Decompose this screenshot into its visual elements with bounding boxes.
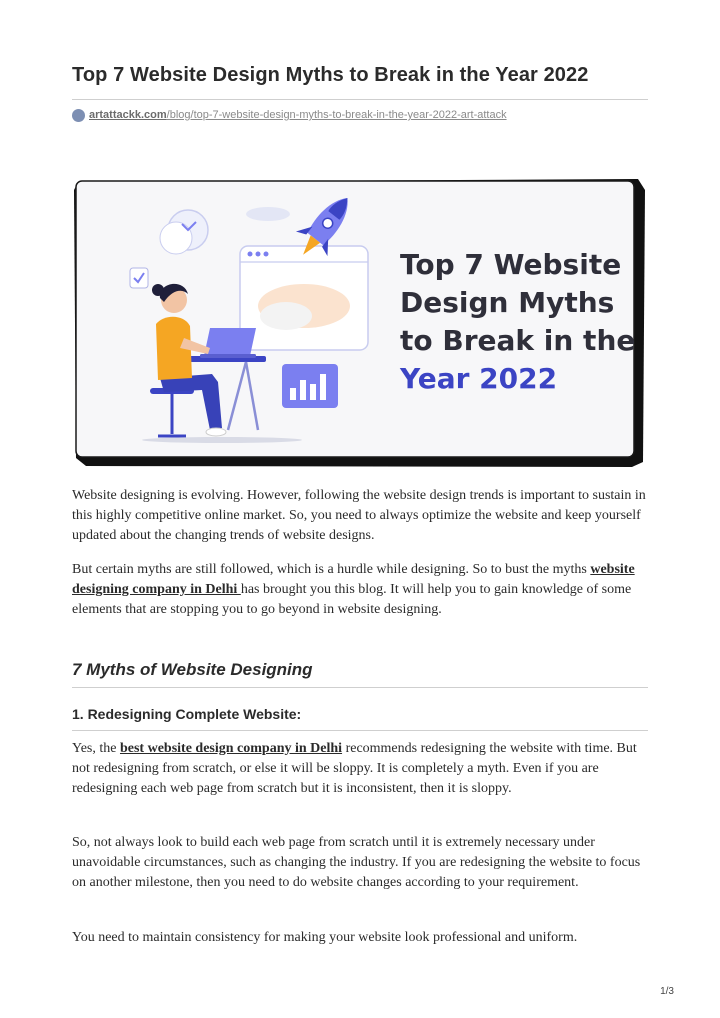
- bar-chart-card-icon: [282, 364, 338, 408]
- best-website-design-company-link[interactable]: best website design company in Delhi: [119, 741, 343, 756]
- hero-heading-line-2: Design Myths: [400, 286, 615, 319]
- myth-1-p1-text-after: recommends redesigning the website with time. But not redesigning from scratch, or else it will be sloppy. It is completely a myth. Even if you are redesigning each web page from scratch but it is inconsistent, then it is sloppy.: [72, 741, 637, 796]
- url-path[interactable]: /blog/top-7-website-design-myths-to-break-in-the-year-2022-art-attack: [166, 109, 507, 121]
- globe-icon: [72, 109, 85, 122]
- myth-1-paragraph-3: You need to maintain consistency for making your website look professional and uniform.: [72, 930, 578, 945]
- page-number: 1/3: [660, 986, 674, 997]
- myth-1-paragraph-2: So, not always look to build each web page from scratch until it is extremely necessary under unavoidable circumstances, such as changing the industry. If you are redesigning the website to focus on another milestone, then you need to do website changes according to your requirement.: [72, 835, 641, 890]
- intro-p2-text-after: has brought you this blog. It will help you to gain knowledge of some elements that are stopping you to go beyond in website designing.: [72, 582, 632, 617]
- intro-paragraph-1: Website designing is evolving. However, following the website design trends is important to sustain in this highly competitive online market. So, you need to always optimize the website and keep yourself updated about the changing trends of website designs.: [72, 488, 646, 543]
- checkmark-icon: [130, 268, 148, 288]
- hero-banner-image: [72, 178, 648, 468]
- section-divider: [72, 687, 648, 688]
- hero-heading-line-3: to Break in the: [400, 324, 636, 357]
- page-title: Top 7 Website Design Myths to Break in the Year 2022: [72, 64, 589, 86]
- browser-window-icon: [240, 246, 368, 350]
- myth-1-divider: [72, 730, 648, 731]
- myth-1-heading: 1. Redesigning Complete Website:: [72, 706, 302, 722]
- source-url[interactable]: [72, 107, 507, 123]
- url-host[interactable]: artattackk.com: [89, 109, 167, 121]
- hero-heading-line-1: Top 7 Website: [400, 248, 622, 281]
- myth-1-paragraph-1: [72, 739, 648, 799]
- hero-heading-highlight: Year 2022: [400, 362, 558, 395]
- intro-p2-text-before: But certain myths are still followed, which is a hurdle while designing. So to bust the myths: [72, 562, 591, 577]
- intro-paragraph-2: [72, 560, 648, 620]
- myth-1-p1-text-before: Yes, the: [72, 741, 120, 756]
- title-divider: [72, 99, 648, 100]
- section-heading: 7 Myths of Website Designing: [72, 660, 313, 679]
- website-designing-company-link[interactable]: website designing company in Delhi: [72, 562, 635, 597]
